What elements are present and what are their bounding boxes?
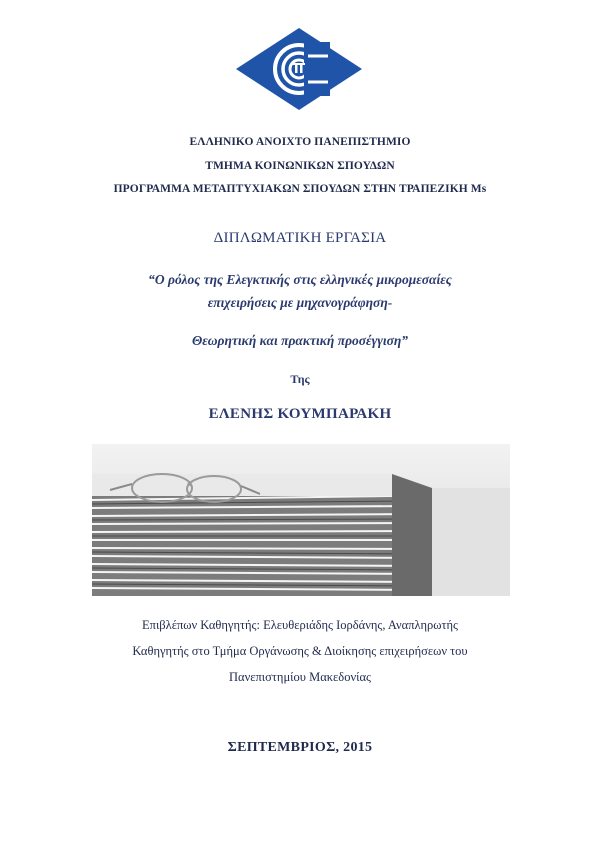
author-name: ΕΛΕΝΗΣ ΚΟΥΜΠΑΡΑΚΗ (208, 406, 392, 422)
submission-date: ΣΕΠΤΕΜΒΡΙΟΣ, 2015 (227, 740, 373, 755)
stacked-papers-glasses-image (92, 444, 510, 596)
supervisor-line-2: Καθηγητής στο Τμήμα Οργάνωσης & Διοίκησης επιχειρήσεων του (132, 644, 468, 658)
supervisor-line-1: Επιβλέπων Καθηγητής: Ελευθεριάδης Ιορδάνης, Αναπληρωτής (142, 618, 458, 632)
program-name: ΠΡΟΓΡΑΜΜΑ ΜΕΤΑΠΤΥΧΙΑΚΩΝ ΣΠΟΥΔΩΝ ΣΤΗΝ ΤΡΑΠΕΖΙΚΗ Ms (113, 183, 487, 195)
thesis-title-line-2: επιχειρήσεις με μηχανογράφηση- (207, 295, 393, 310)
document-type: ΔΙΠΛΩΜΑΤΙΚΗ ΕΡΓΑΣΙΑ (213, 230, 387, 246)
department-name: ΤΜΗΜΑ ΚΟΙΝΩΝΙΚΩΝ ΣΠΟΥΔΩΝ (205, 160, 395, 172)
university-name: ΕΛΛΗΝΙΚΟ ΑΝΟΙΧΤΟ ΠΑΝΕΠΙΣΤΗΜΙΟ (189, 136, 411, 148)
university-logo (236, 28, 362, 110)
by-label: Της (290, 372, 310, 386)
thesis-title-line-1: “Ο ρόλος της Ελεγκτικής στις ελληνικές μικρομεσαίες (148, 272, 452, 287)
supervisor-line-3: Πανεπιστημίου Μακεδονίας (229, 670, 371, 684)
thesis-title-line-3: Θεωρητική και πρακτική προσέγγιση” (191, 333, 409, 348)
